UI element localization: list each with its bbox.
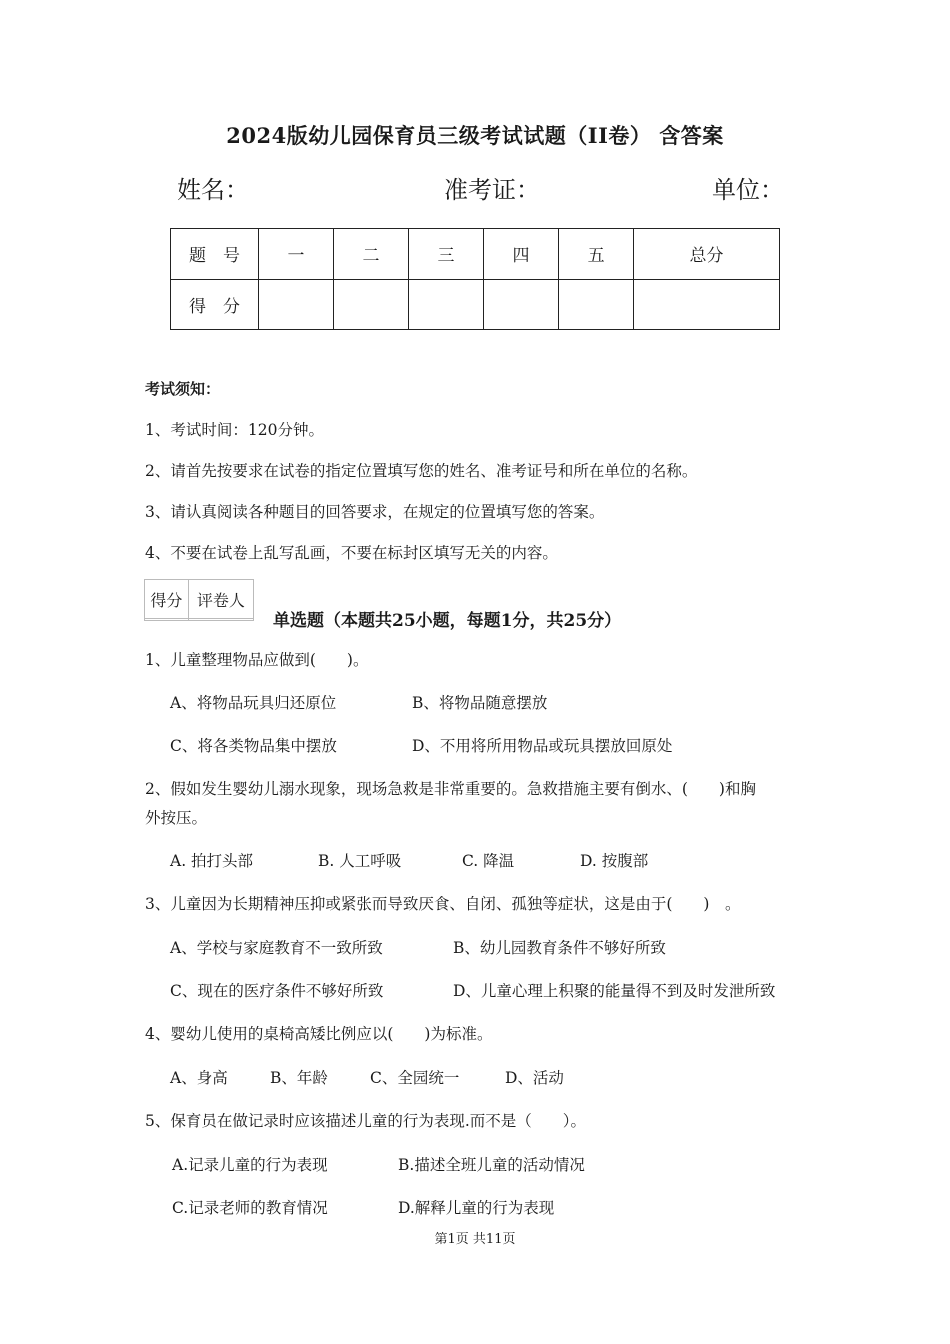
score-header-cell: 五 [559, 229, 634, 280]
question-option: A. 拍打头部 [170, 852, 254, 870]
question-stem-continued: 外按压。 [145, 809, 208, 827]
question-option: C、全园统一 [370, 1069, 460, 1087]
question-stem: 1、儿童整理物品应做到( )。 [145, 651, 369, 669]
question-stem: 4、婴幼儿使用的桌椅高矮比例应以( )为标准。 [145, 1025, 493, 1043]
question-option: C、将各类物品集中摆放 [170, 737, 337, 755]
notice-item: 4、不要在试卷上乱写乱画，不要在标封区填写无关的内容。 [145, 544, 558, 562]
grader-box [144, 579, 254, 621]
question-option: D.解释儿童的行为表现 [398, 1199, 555, 1217]
score-row-label: 得 分 [171, 279, 259, 330]
score-cell [409, 279, 484, 330]
grader-reviewer-cell [188, 619, 253, 621]
score-table-header-row [171, 229, 780, 280]
question-option: C、现在的医疗条件不够好所致 [170, 982, 384, 1000]
question-option: A、学校与家庭教育不一致所致 [170, 939, 383, 957]
question-stem: 3、儿童因为长期精神压抑或紧张而导致厌食、自闭、孤独等症状，这是由于( ) 。 [145, 895, 741, 913]
score-cell [634, 279, 780, 330]
name-label: 姓名： [177, 176, 249, 204]
score-table [170, 228, 780, 330]
grader-score-cell [145, 619, 189, 621]
question-option: A、身高 [170, 1069, 228, 1087]
section-title: 单选题（本题共25小题，每题1分，共25分） [273, 611, 622, 631]
grader-score-label: 得分 [145, 580, 189, 619]
notice-item: 2、请首先按要求在试卷的指定位置填写您的姓名、准考证号和所在单位的名称。 [145, 462, 698, 480]
question-option: B.描述全班儿童的活动情况 [398, 1156, 585, 1174]
question-option: A.记录儿童的行为表现 [172, 1156, 328, 1174]
question-option: B、年龄 [270, 1069, 328, 1087]
question-option: A、将物品玩具归还原位 [170, 694, 337, 712]
question-option: B、将物品随意摆放 [412, 694, 548, 712]
score-cell [259, 279, 334, 330]
score-table-score-row [171, 279, 780, 330]
question-option: D. 按腹部 [580, 852, 649, 870]
notice-item: 3、请认真阅读各种题目的回答要求，在规定的位置填写您的答案。 [145, 503, 605, 521]
question-option: B、幼儿园教育条件不够好所致 [453, 939, 666, 957]
score-header-cell: 三 [409, 229, 484, 280]
score-header-cell: 一 [259, 229, 334, 280]
page-title: 2024版幼儿园保育员三级考试试题（II卷） 含答案 [226, 123, 724, 148]
exam-id-label: 准考证： [444, 176, 540, 204]
notice-heading: 考试须知： [145, 380, 221, 398]
question-option: B. 人工呼吸 [318, 852, 402, 870]
score-cell [334, 279, 409, 330]
score-cell [484, 279, 559, 330]
unit-label: 单位： [712, 176, 784, 204]
question-option: C.记录老师的教育情况 [172, 1199, 328, 1217]
score-header-cell: 四 [484, 229, 559, 280]
score-header-cell: 总分 [634, 229, 780, 280]
score-header-cell: 二 [334, 229, 409, 280]
question-option: D、儿童心理上积聚的能量得不到及时发泄所致 [453, 982, 776, 1000]
question-option: D、活动 [505, 1069, 564, 1087]
grader-reviewer-label: 评卷人 [188, 580, 253, 619]
notice-item: 1、考试时间：120分钟。 [145, 421, 324, 439]
question-stem: 2、假如发生婴幼儿溺水现象，现场急救是非常重要的。急救措施主要有倒水、( )和胸 [145, 780, 756, 798]
question-option: C. 降温 [462, 852, 515, 870]
score-cell [559, 279, 634, 330]
question-stem: 5、保育员在做记录时应该描述儿童的行为表现.而不是（ ）。 [145, 1112, 587, 1130]
question-option: D、不用将所用物品或玩具摆放回原处 [412, 737, 673, 755]
page-footer: 第1页 共11页 [434, 1232, 516, 1247]
score-header-cell: 题 号 [171, 229, 259, 280]
